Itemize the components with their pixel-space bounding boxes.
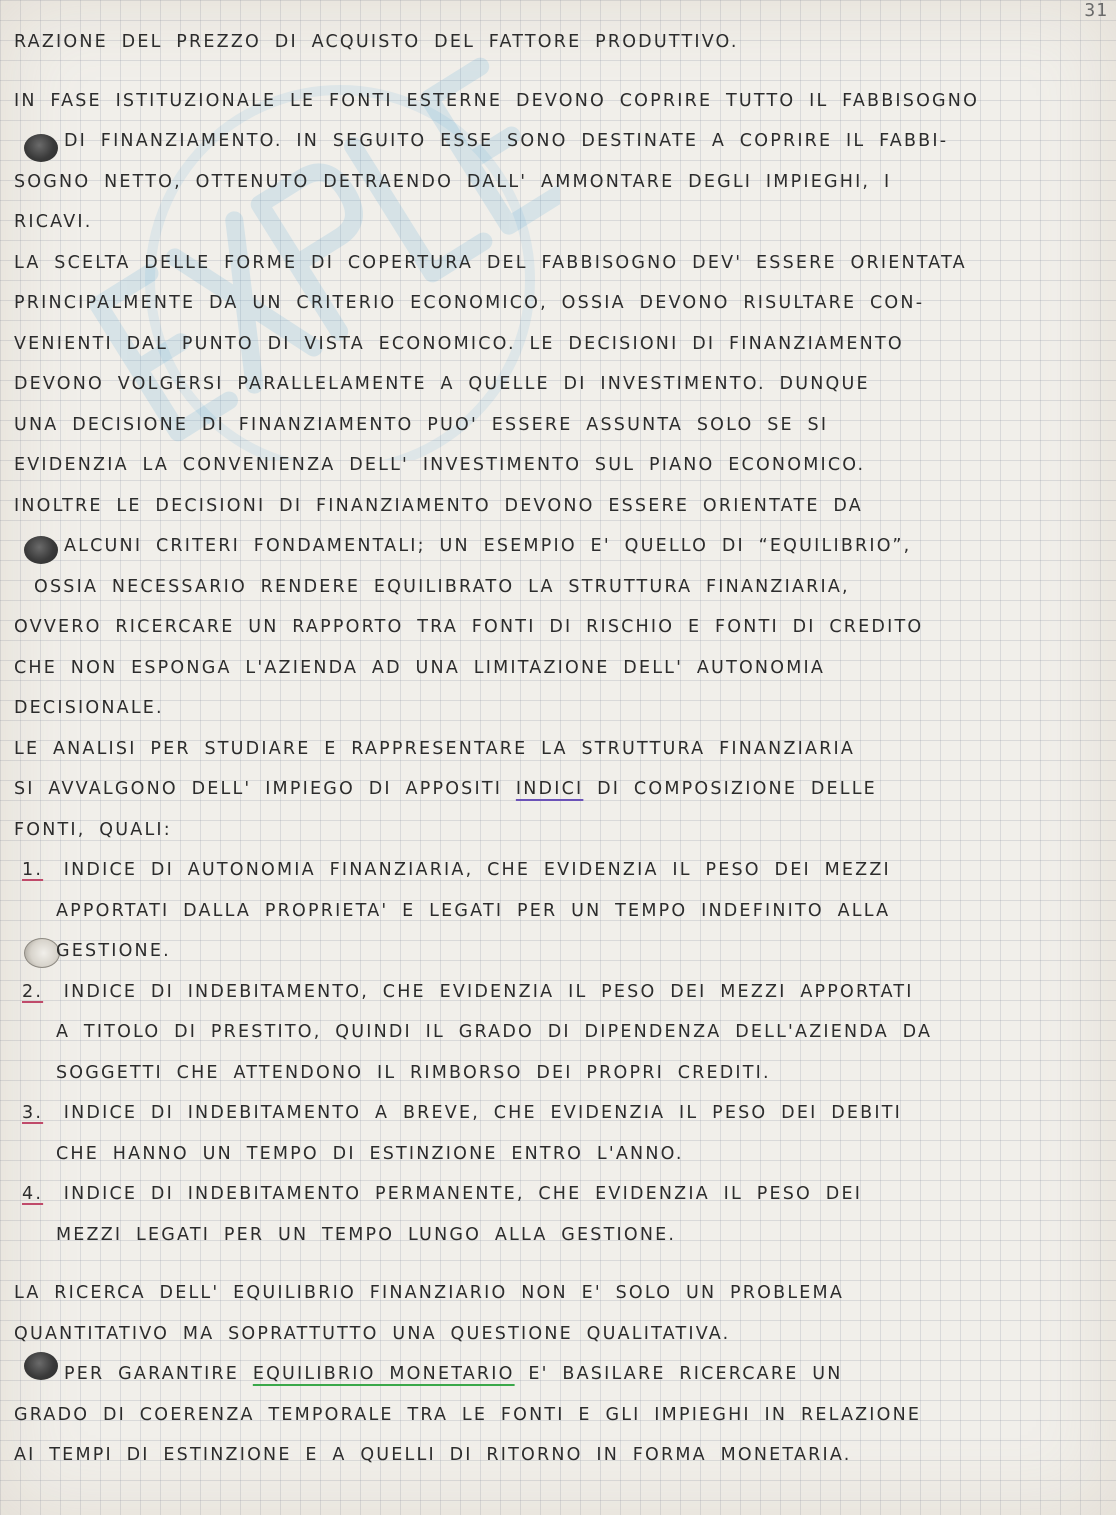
list-item	[14, 850, 1104, 891]
text-line: UNA DECISIONE DI FINANZIAMENTO PUO' ESSERE ASSUNTA SOLO SE SI	[14, 414, 829, 435]
list-item	[14, 1093, 1104, 1134]
text-line: DECISIONALE.	[14, 698, 164, 718]
text-line: CHE NON ESPONGA L'AZIENDA AD UNA LIMITAZIONE DELL' AUTONOMIA	[14, 657, 826, 678]
list-number: 4.	[22, 1184, 44, 1204]
text-fragment: PER GARANTIRE	[64, 1364, 240, 1384]
text-line: ALCUNI CRITERI FONDAMENTALI; UN ESEMPIO E' QUELLO DI “EQUILIBRIO”,	[64, 536, 912, 556]
text-line: AI TEMPI DI ESTINZIONE E A QUELLI DI RITORNO IN FORMA MONETARIA.	[14, 1445, 852, 1465]
text-line: INOLTRE LE DECISIONI DI FINANZIAMENTO DEVONO ESSERE ORIENTATE DA	[14, 495, 863, 516]
text-line: DEVONO VOLGERSI PARALLELAMENTE A QUELLE DI INVESTIMENTO. DUNQUE	[14, 374, 870, 394]
underlined-term-equilibrio-monetario: EQUILIBRIO MONETARIO	[252, 1364, 515, 1384]
text-line: LE ANALISI PER STUDIARE E RAPPRESENTARE LA STRUTTURA FINANZIARIA	[14, 738, 856, 759]
list-number: 2.	[22, 981, 44, 1002]
text-line: GESTIONE.	[56, 941, 171, 961]
text-line: QUANTITATIVO MA SOPRATTUTTO UNA QUESTIONE QUALITATIVA.	[14, 1323, 731, 1344]
text-line: RAZIONE DEL PREZZO DI ACQUISTO DEL FATTORE PRODUTTIVO.	[14, 32, 739, 52]
text-line: LA RICERCA DELL' EQUILIBRIO FINANZIARIO NON E' SOLO UN PROBLEMA	[14, 1283, 844, 1303]
notes-body	[14, 22, 1104, 1476]
list-item	[14, 972, 1104, 1013]
text-line: GRADO DI COERENZA TEMPORALE TRA LE FONTI E GLI IMPIEGHI IN RELAZIONE	[14, 1404, 922, 1425]
text-line: FONTI, QUALI:	[14, 819, 172, 840]
text-line: OVVERO RICERCARE UN RAPPORTO TRA FONTI DI RISCHIO E FONTI DI CREDITO	[14, 617, 924, 637]
page-number: 31	[1084, 0, 1108, 21]
list-item-text: INDICE DI INDEBITAMENTO A BREVE, CHE EVIDENZIA IL PESO DEI DEBITI	[63, 1103, 902, 1123]
text-fragment: E' BASILARE RICERCARE UN	[528, 1364, 843, 1384]
text-line: CHE HANNO UN TEMPO DI ESTINZIONE ENTRO L'ANNO.	[56, 1143, 684, 1164]
text-line	[14, 769, 1104, 810]
list-item-text: INDICE DI AUTONOMIA FINANZIARIA, CHE EVIDENZIA IL PESO DEI MEZZI	[63, 860, 891, 880]
list-number: 1.	[22, 860, 44, 880]
text-line: A TITOLO DI PRESTITO, QUINDI IL GRADO DI DIPENDENZA DELL'AZIENDA DA	[56, 1022, 933, 1042]
text-line: IN FASE ISTITUZIONALE LE FONTI ESTERNE DEVONO COPRIRE TUTTO IL FABBISOGNO	[14, 90, 980, 111]
text-line: MEZZI LEGATI PER UN TEMPO LUNGO ALLA GESTIONE.	[56, 1224, 677, 1245]
text-line: OSSIA NECESSARIO RENDERE EQUILIBRATO LA STRUTTURA FINANZIARIA,	[34, 576, 850, 597]
list-item-text: INDICE DI INDEBITAMENTO, CHE EVIDENZIA IL PESO DEI MEZZI APPORTATI	[63, 981, 914, 1002]
text-line: LA SCELTA DELLE FORME DI COPERTURA DEL FABBISOGNO DEV' ESSERE ORIENTATA	[14, 252, 967, 273]
text-line: PRINCIPALMENTE DA UN CRITERIO ECONOMICO, OSSIA DEVONO RISULTARE CON-	[14, 293, 925, 313]
text-line: DI FINANZIAMENTO. IN SEGUITO ESSE SONO DESTINATE A COPRIRE IL FABBI-	[64, 131, 949, 151]
list-item	[14, 1174, 1104, 1215]
text-line: RICAVI.	[14, 212, 93, 232]
underlined-term-indici: INDICI	[515, 779, 584, 799]
text-line: VENIENTI DAL PUNTO DI VISTA ECONOMICO. LE DECISIONI DI FINANZIAMENTO	[14, 333, 904, 354]
text-line: APPORTATI DALLA PROPRIETA' E LEGATI PER UN TEMPO INDEFINITO ALLA	[56, 900, 891, 921]
list-item-text: INDICE DI INDEBITAMENTO PERMANENTE, CHE EVIDENZIA IL PESO DEI	[63, 1184, 863, 1204]
text-line	[14, 1354, 1104, 1395]
text-line: SOGNO NETTO, OTTENUTO DETRAENDO DALL' AMMONTARE DEGLI IMPIEGHI, I	[14, 171, 892, 192]
text-line: SOGGETTI CHE ATTENDONO IL RIMBORSO DEI PROPRI CREDITI.	[56, 1062, 771, 1083]
text-line: EVIDENZIA LA CONVENIENZA DELL' INVESTIMENTO SUL PIANO ECONOMICO.	[14, 455, 866, 475]
text-fragment: SI AVVALGONO DELL' IMPIEGO DI APPOSITI	[14, 779, 503, 799]
text-fragment: DI COMPOSIZIONE DELLE	[597, 779, 877, 799]
list-number: 3.	[22, 1103, 44, 1123]
